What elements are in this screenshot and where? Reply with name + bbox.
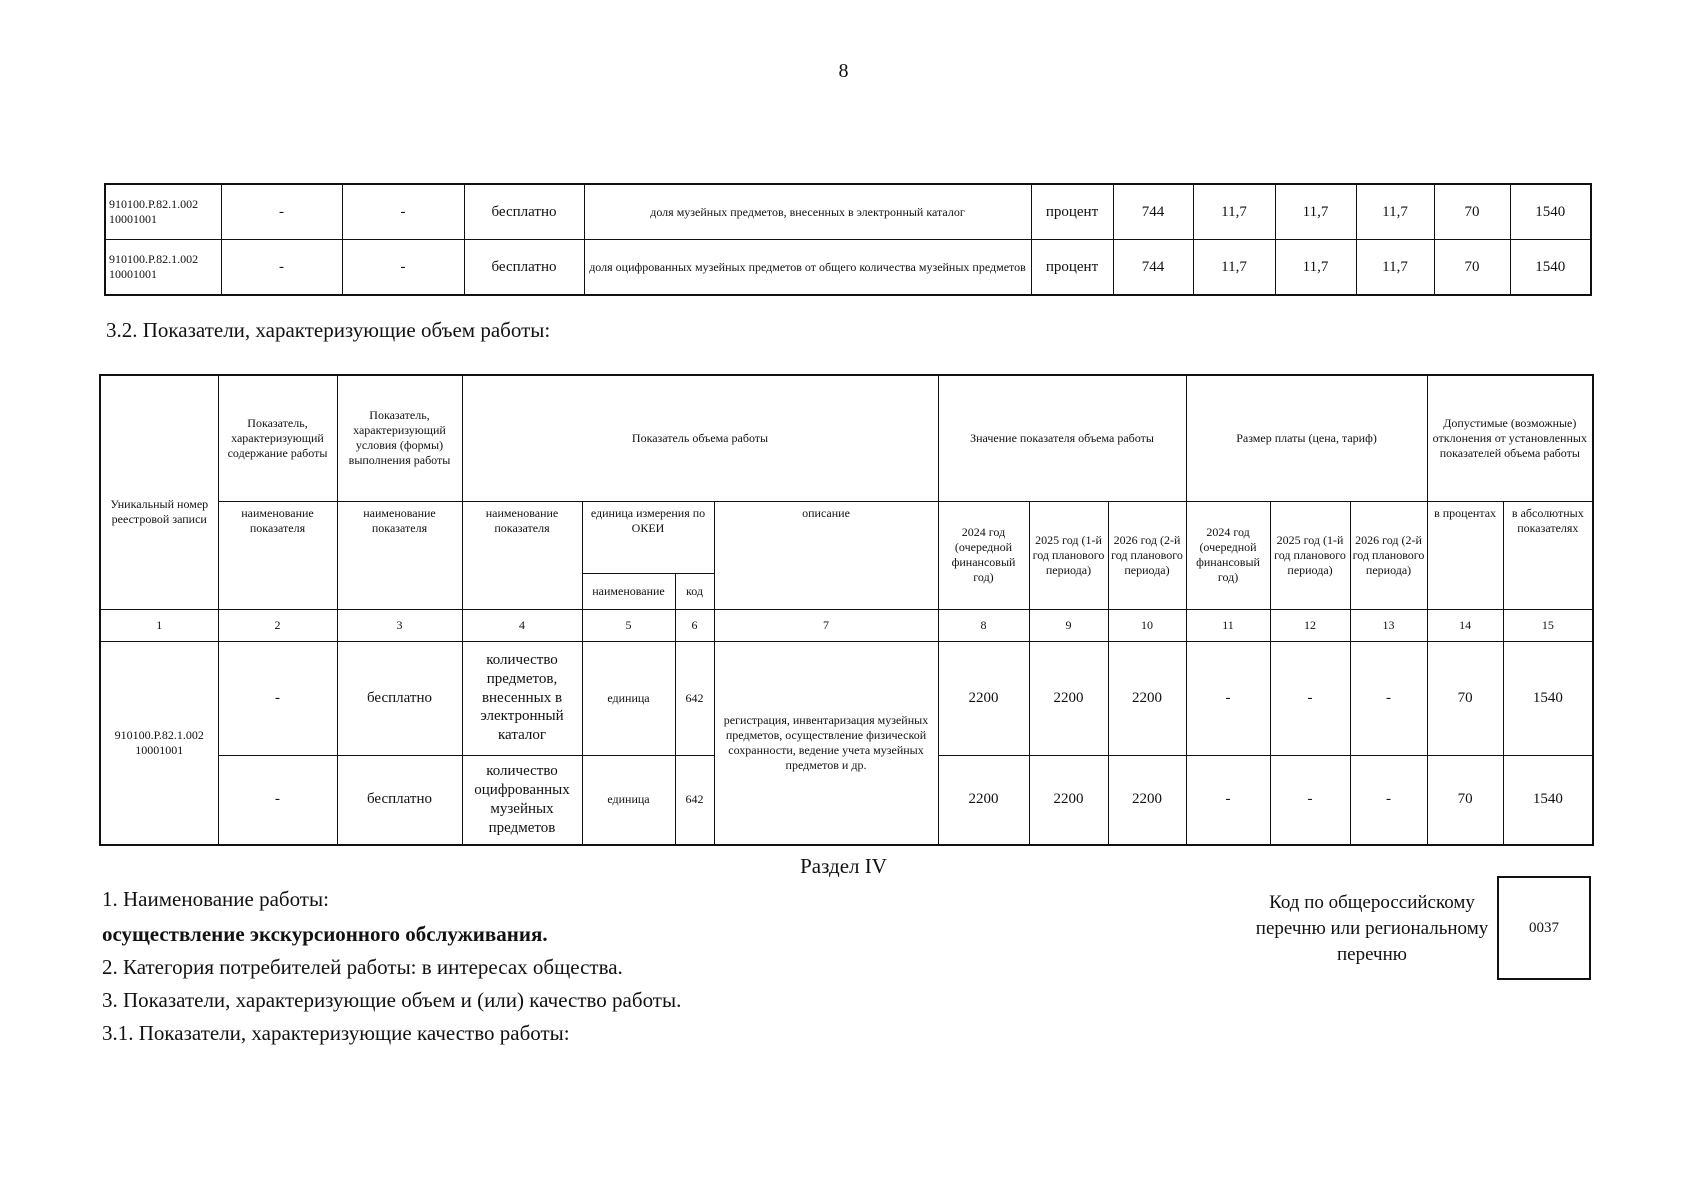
column-number: 4: [462, 609, 582, 641]
header-year: 2025 год (1-й год планового периода): [1029, 501, 1108, 609]
cell: 11,7: [1356, 184, 1434, 240]
column-number: 7: [714, 609, 938, 641]
cell: 11,7: [1193, 184, 1275, 240]
indicators-heading: 3. Показатели, характеризующие объем и (или) качество работы.: [102, 988, 682, 1012]
indicator-name: количество оцифрованных музейных предметов: [462, 755, 582, 845]
indicator-name: доля оцифрованных музейных предметов от общего количества музейных предметов: [584, 240, 1031, 296]
cell: 70: [1427, 641, 1503, 755]
cell: 2200: [1108, 755, 1186, 845]
column-number-row: [100, 609, 1593, 641]
header-fee-year: 2025 год (1-й год планового периода): [1270, 501, 1350, 609]
cell: 11,7: [1193, 240, 1275, 296]
heading-3-2: 3.2. Показатели, характеризующие объем работы:: [106, 318, 551, 342]
cell: 2200: [938, 641, 1029, 755]
consumer-category: 2. Категория потребителей работы: в интересах общества.: [102, 955, 623, 979]
column-number: 10: [1108, 609, 1186, 641]
cell: -: [221, 240, 342, 296]
cell: 642: [675, 755, 714, 845]
table-row: [105, 184, 1591, 240]
cell: бесплатно: [464, 184, 584, 240]
cell: 744: [1113, 184, 1193, 240]
cell: процент: [1031, 184, 1113, 240]
header-percent: в процентах: [1427, 501, 1503, 609]
registry-code: 910100.Р.82.1.002 10001001: [105, 240, 221, 296]
section-title: Раздел IV: [800, 854, 887, 878]
cell: -: [218, 755, 337, 845]
column-number: 3: [337, 609, 462, 641]
column-number: 13: [1350, 609, 1427, 641]
volume-table: [99, 374, 1594, 846]
work-name-label: 1. Наименование работы:: [102, 887, 329, 911]
cell: -: [1350, 641, 1427, 755]
cell: -: [1186, 755, 1270, 845]
header-name: наименование показателя: [218, 501, 337, 609]
header-unique-number: [100, 375, 218, 609]
work-name: осуществление экскурсионного обслуживания.: [102, 922, 548, 946]
cell: 11,7: [1275, 240, 1356, 296]
column-number: 14: [1427, 609, 1503, 641]
cell: -: [221, 184, 342, 240]
column-number: 2: [218, 609, 337, 641]
cell: -: [342, 240, 464, 296]
header-content: Показатель, характеризующий содержание работы: [218, 375, 337, 501]
registry-code-box: 0037: [1497, 876, 1591, 980]
column-number: 5: [582, 609, 675, 641]
work-description: регистрация, инвентаризация музейных предметов, осуществление физической сохранности, ведение учета музейных предметов и др.: [714, 641, 938, 845]
cell: -: [1186, 641, 1270, 755]
column-number: 8: [938, 609, 1029, 641]
header-description: описание: [714, 501, 938, 609]
cell: 1540: [1510, 184, 1591, 240]
column-number: 11: [1186, 609, 1270, 641]
quality-table-continuation: [104, 183, 1592, 296]
cell: 11,7: [1275, 184, 1356, 240]
cell: -: [1350, 755, 1427, 845]
column-number: 12: [1270, 609, 1350, 641]
cell: 70: [1434, 240, 1510, 296]
header-value: Значение показателя объема работы: [938, 375, 1186, 501]
indicator-name: количество предметов, внесенных в электронный каталог: [462, 641, 582, 755]
header-year: 2024 год (очередной финансовый год): [938, 501, 1029, 609]
column-number: 1: [100, 609, 218, 641]
table-row: [100, 641, 1593, 755]
column-number: 9: [1029, 609, 1108, 641]
header-fee: Размер платы (цена, тариф): [1186, 375, 1427, 501]
cell: бесплатно: [464, 240, 584, 296]
cell: -: [218, 641, 337, 755]
cell: единица: [582, 641, 675, 755]
header-name: наименование показателя: [337, 501, 462, 609]
header-fee-year: 2024 год (очередной финансовый год): [1186, 501, 1270, 609]
cell: -: [1270, 641, 1350, 755]
header-absolute: в абсолютных показателях: [1503, 501, 1593, 609]
table-row: [105, 240, 1591, 296]
cell: 1540: [1503, 641, 1593, 755]
cell: бесплатно: [337, 641, 462, 755]
cell: 70: [1434, 184, 1510, 240]
cell: 2200: [938, 755, 1029, 845]
cell: 2200: [1029, 641, 1108, 755]
header-unit-name: наименование: [582, 573, 675, 609]
header-deviation: Допустимые (возможные) отклонения от установленных показателей объема работы: [1427, 375, 1593, 501]
cell: бесплатно: [337, 755, 462, 845]
cell: -: [342, 184, 464, 240]
cell: -: [1270, 755, 1350, 845]
header-name: наименование показателя: [462, 501, 582, 609]
header-year: 2026 год (2-й год планового периода): [1108, 501, 1186, 609]
header-fee-year: 2026 год (2-й год планового периода): [1350, 501, 1427, 609]
column-number: 6: [675, 609, 714, 641]
header-row: [100, 501, 1593, 573]
cell: 2200: [1029, 755, 1108, 845]
registry-code: 910100.Р.82.1.002 10001001: [105, 184, 221, 240]
indicator-name: доля музейных предметов, внесенных в электронный каталог: [584, 184, 1031, 240]
header-text: Уникальный номер реестровой записи: [110, 497, 209, 527]
cell: процент: [1031, 240, 1113, 296]
cell: 70: [1427, 755, 1503, 845]
column-number: 15: [1503, 609, 1593, 641]
cell: 642: [675, 641, 714, 755]
cell: 1540: [1510, 240, 1591, 296]
header-row: [100, 375, 1593, 501]
cell: 744: [1113, 240, 1193, 296]
header-volume: Показатель объема работы: [462, 375, 938, 501]
cell: 1540: [1503, 755, 1593, 845]
cell: 2200: [1108, 641, 1186, 755]
header-unit: единица измерения по ОКЕИ: [582, 501, 714, 573]
header-unit-code: код: [675, 573, 714, 609]
cell: единица: [582, 755, 675, 845]
registry-code-label: Код по общероссийскому перечню или региональному перечню: [1255, 892, 1489, 965]
page-number: 8: [838, 60, 849, 82]
header-conditions: Показатель, характеризующий условия (формы) выполнения работы: [337, 375, 462, 501]
cell: 11,7: [1356, 240, 1434, 296]
quality-heading: 3.1. Показатели, характеризующие качество работы:: [102, 1021, 570, 1045]
registry-code: 910100.Р.82.1.002 10001001: [100, 641, 218, 845]
